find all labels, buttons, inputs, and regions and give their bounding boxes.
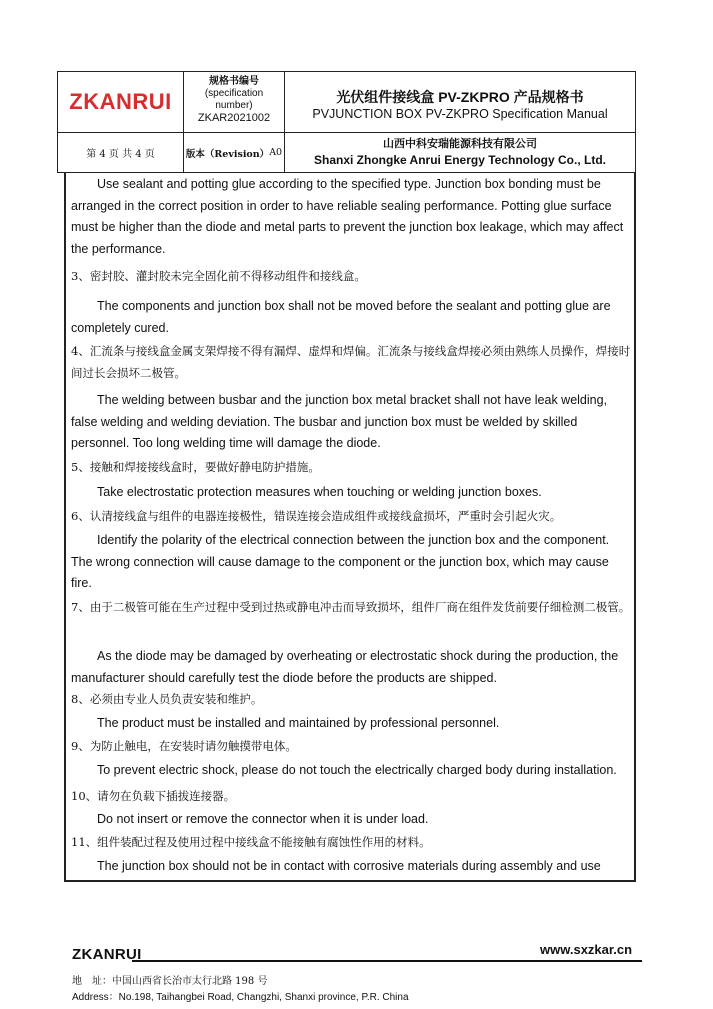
paragraph-en: Use sealant and potting glue according to the specified type. Junction box bonding must be arranged in the correct position in order to have reliable sealing performance. Potting glue surface must be higher than the diode and metal parts to prevent the junction box leakage, which may affect the performance. — [71, 177, 624, 256]
paragraph-cn: 11、组件装配过程及使用过程中接线盒不能接触有腐蚀性作用的材料。 — [71, 835, 431, 849]
spec-label-cn: 规格书编号 — [209, 76, 259, 87]
paragraph-en: Take electrostatic protection measures when touching or welding junction boxes. — [97, 485, 542, 499]
company-name-en: Shanxi Zhongke Anrui Energy Technology Co., Ltd. — [313, 153, 606, 167]
company-cell — [285, 135, 635, 171]
paragraph-en: As the diode may be damaged by overheating or electrostatic shock during the production, the manufacturer should carefully test the diode before the products are shipped. — [71, 649, 619, 685]
page-info: 第 4 页 共 4 页 — [86, 149, 155, 160]
company-logo: ZKANRUI — [69, 89, 172, 114]
document-title-cn: 光伏组件接线盒 PV-ZKPRO 产品规格书 — [336, 89, 584, 105]
spec-label-en: number) — [215, 100, 253, 111]
paragraph-en: The junction box should not be in contact with corrosive materials during assembly and use — [97, 859, 601, 873]
paragraph-cn: 5、接触和焊接接线盒时，要做好静电防护措施。 — [71, 460, 320, 474]
company-name-cn: 山西中科安瑞能源科技有限公司 — [383, 137, 537, 150]
paragraph-cn: 7、由于二极管可能在生产过程中受到过热或静电冲击而导致损坏，组件厂商在组件发货前要仔细检测二极管。 — [71, 600, 631, 614]
paragraph-en: The product must be installed and maintained by professional personnel. — [97, 716, 500, 730]
paragraph-cn: 10、请勿在负载下插拔连接器。 — [71, 789, 236, 803]
paragraph-en: To prevent electric shock, please do not touch the electrically charged body during installation. — [97, 763, 617, 777]
revision-label: 版本（Revision） — [185, 148, 270, 160]
paragraph-cn: 9、为防止触电，在安装时请勿触摸带电体。 — [71, 739, 297, 753]
revision-cell — [184, 133, 284, 172]
paragraph-en: The components and junction box shall not be moved before the sealant and potting glue are completely cured. — [71, 299, 611, 335]
footer-divider — [132, 960, 642, 962]
document-header-table — [57, 71, 636, 173]
paragraph-en: Identify the polarity of the electrical connection between the junction box and the component. The wrong connection will cause damage to the component or the junction box, which may cause fire. — [71, 533, 610, 590]
footer-address-en: Address：No.198, Taihangbei Road, Changzhi, Shanxi province, P.R. China — [72, 992, 409, 1003]
document-title-cell — [285, 88, 635, 132]
footer-logo: ZKANRUI — [72, 946, 142, 963]
document-title-en: PVJUNCTION BOX PV-ZKPRO Specification Manual — [312, 107, 608, 121]
spec-number-cell — [184, 76, 284, 132]
paragraph-cn: 8、必须由专业人员负责安装和维护。 — [71, 692, 263, 706]
paragraph-cn: 4、汇流条与接线盒金属支架焊接不得有漏焊、虚焊和焊偏。汇流条与接线盒焊接必须由熟练人员操作，焊接时间过长会损坏二极管。 — [71, 344, 631, 380]
spec-label-en: (specification — [204, 88, 264, 99]
paragraph-en: The welding between busbar and the junction box metal bracket shall not have leak welding, false welding and welding deviation. The busbar and junction box must be welded by skilled personnel. Too long welding time will damage the diode. — [71, 393, 608, 450]
paragraph-cn: 6、认清接线盒与组件的电器连接极性，错误连接会造成组件或接线盒损坏，严重时会引起火灾。 — [71, 509, 562, 523]
revision-value: A0 — [269, 147, 283, 158]
paragraph-en: Do not insert or remove the connector when it is under load. — [97, 812, 429, 826]
paragraph-cn: 3、密封胶、灌封胶未完全固化前不得移动组件和接线盒。 — [71, 269, 366, 283]
footer-address-cn: 地 址：中国山西省长治市太行北路 198 号 — [72, 976, 268, 987]
footer-website-link[interactable]: www.sxzkar.cn — [540, 942, 633, 957]
spec-number: ZKAR2021002 — [197, 112, 271, 124]
